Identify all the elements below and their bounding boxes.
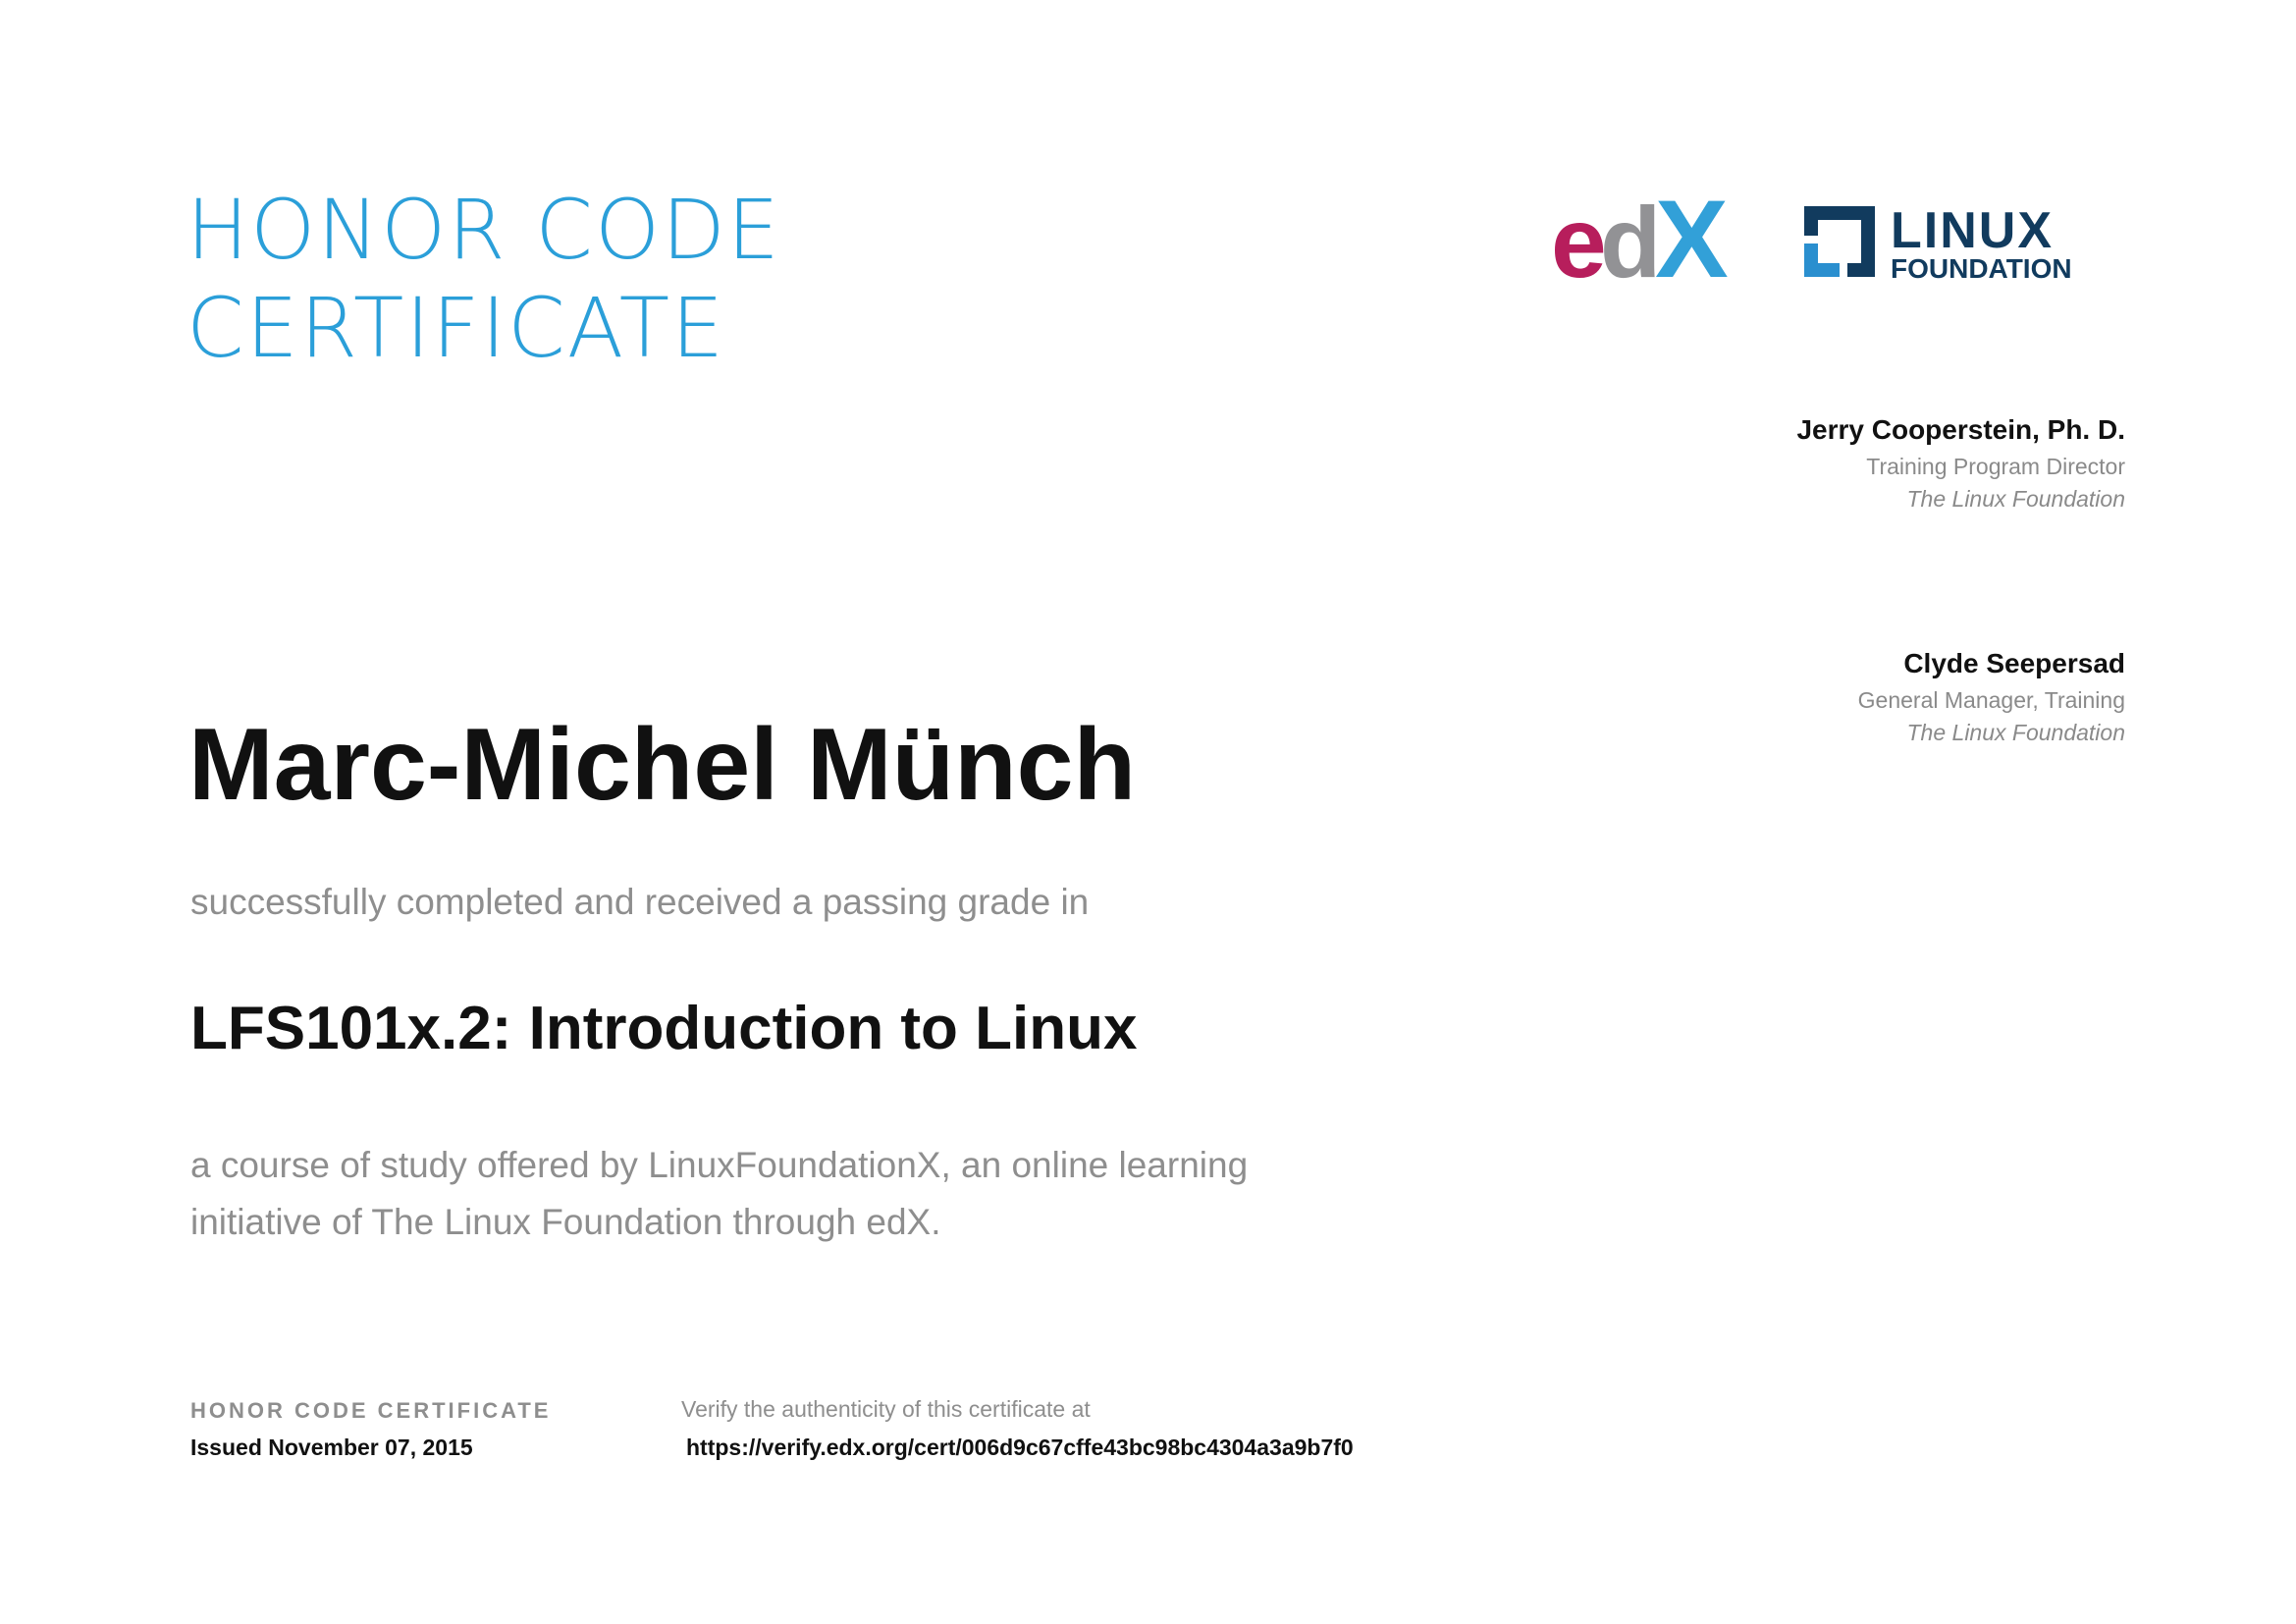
edx-logo-e: e bbox=[1551, 187, 1607, 295]
edx-logo-d: d bbox=[1600, 187, 1662, 295]
course-title: LFS101x.2: Introduction to Linux bbox=[190, 995, 1138, 1062]
signatory-role: General Manager, Training bbox=[1857, 687, 2125, 713]
certificate-title-line2: CERTIFICATE bbox=[187, 280, 726, 376]
course-description bbox=[190, 1137, 1467, 1251]
linux-foundation-word-foundation: FOUNDATION bbox=[1891, 253, 2072, 284]
signatory-org: The Linux Foundation bbox=[1906, 720, 2125, 745]
signatory-2 bbox=[1858, 644, 2125, 748]
linux-foundation-logo bbox=[1804, 202, 2072, 284]
linux-foundation-mark-icon bbox=[1804, 206, 1875, 277]
footer-issued-date: Issued November 07, 2015 bbox=[190, 1435, 473, 1460]
course-description-line2: initiative of The Linux Foundation through edX. bbox=[190, 1202, 941, 1242]
edx-logo-x: X bbox=[1655, 187, 1729, 295]
footer-certificate-type: HONOR CODE CERTIFICATE bbox=[190, 1398, 552, 1423]
signatory-1 bbox=[1796, 410, 2125, 514]
footer-verify-label: Verify the authenticity of this certificate at bbox=[681, 1396, 1091, 1422]
logo-group bbox=[1551, 187, 2120, 295]
signatory-name: Clyde Seepersad bbox=[1903, 648, 2125, 678]
certificate-title-line1: HONOR CODE bbox=[187, 182, 781, 278]
course-description-line1: a course of study offered by LinuxFoundationX, an online learning bbox=[190, 1145, 1249, 1185]
recipient-name: Marc-Michel Münch bbox=[188, 708, 1136, 822]
edx-logo bbox=[1551, 187, 1729, 295]
linux-foundation-word-linux: LINUX bbox=[1891, 202, 2054, 259]
signatory-role: Training Program Director bbox=[1866, 454, 2125, 479]
logos-svg bbox=[1551, 187, 2120, 295]
signatory-org: The Linux Foundation bbox=[1906, 486, 2125, 512]
completion-statement: successfully completed and received a passing grade in bbox=[190, 882, 1090, 922]
signatory-name: Jerry Cooperstein, Ph. D. bbox=[1796, 414, 2125, 445]
verify-url-link[interactable]: https://verify.edx.org/cert/006d9c67cffe43bc98bc4304a3a9b7f0 bbox=[686, 1435, 1354, 1460]
